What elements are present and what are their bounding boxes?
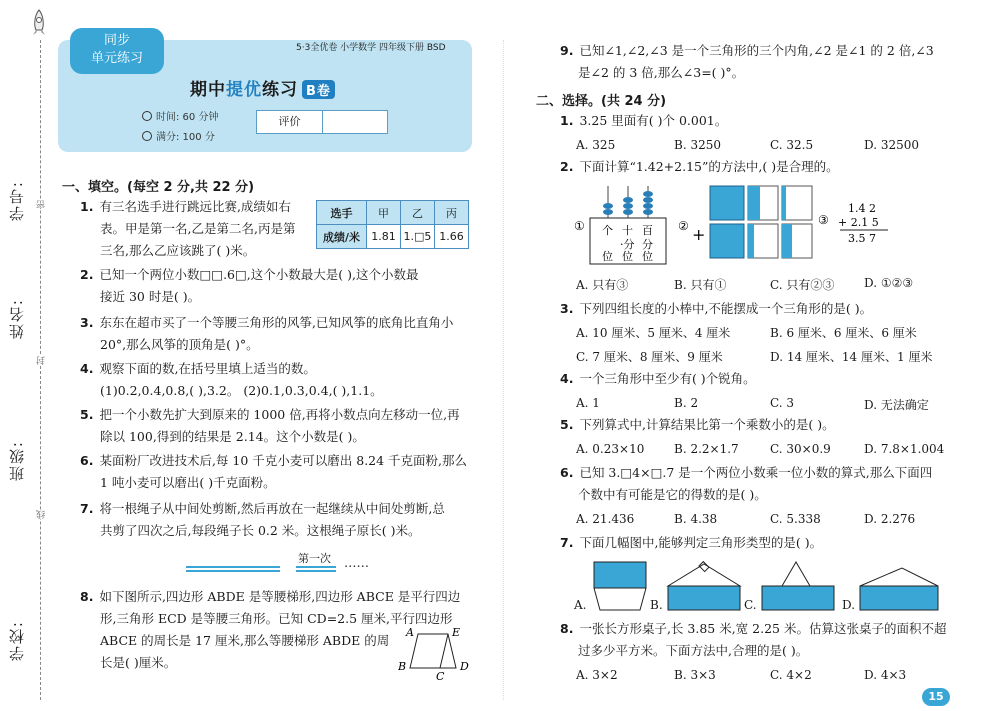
q-num: 5. <box>80 407 94 422</box>
option[interactable]: C. 3 <box>770 396 795 410</box>
q-num: 5. <box>560 417 574 432</box>
seal-mark: 密 <box>37 200 47 209</box>
title-part-b: 提优 <box>226 80 262 100</box>
option[interactable]: D. 14 厘米、14 厘米、1 厘米 <box>770 350 933 364</box>
option[interactable]: A. 21.436 <box>576 512 635 526</box>
q-text: 将一根绳子从中间处剪断,然后再放在一起继续从中间处剪断,总 <box>99 501 445 516</box>
q-text: 观察下面的数,在括号里填上适当的数。 <box>99 361 316 376</box>
option[interactable]: A. 只有③ <box>576 278 629 292</box>
option[interactable]: A. 0.23×10 <box>576 442 645 456</box>
q-text: 三名,那么乙应该跳了( )米。 <box>100 243 256 258</box>
table-header: 丙 <box>435 201 469 225</box>
q-text: 除以 100,得到的结果是 2.14。这个小数是( )。 <box>100 429 365 444</box>
table-header: 乙 <box>401 201 435 225</box>
q-num: 2. <box>80 267 94 282</box>
triangle-figure-d <box>858 560 940 612</box>
label-b: B <box>398 660 407 673</box>
q-num: 3. <box>560 301 574 316</box>
abacus-label: 十 <box>622 224 633 237</box>
trapezoid-figure <box>398 626 474 682</box>
label-e: E <box>452 626 461 639</box>
section-choice: 二、选择。(共 24 分) <box>536 94 667 109</box>
unit-practice-tab <box>70 28 164 74</box>
label-c: C <box>436 670 445 682</box>
q-text: 把一个小数先扩大到原来的 1000 倍,再将小数点向左移动一位,再 <box>99 407 460 422</box>
option[interactable]: D. 32500 <box>864 138 919 152</box>
option[interactable]: C. 4×2 <box>770 668 812 682</box>
option[interactable]: A. 1 <box>576 396 600 410</box>
q-text: 一张长方形桌子,长 3.85 米,宽 2.25 米。估算这张桌子的面积不超 <box>579 621 947 636</box>
school-label: 学校: <box>8 620 26 662</box>
series-text: 5·3全优卷 小学数学 四年级下册 BSD <box>296 43 446 53</box>
title-part-a: 期中 <box>190 80 226 100</box>
q-num: 1. <box>560 113 574 128</box>
question-6 <box>80 450 467 494</box>
q-text: 一个三角形中至少有( )个锐角。 <box>579 371 756 386</box>
question-1 <box>80 196 295 262</box>
rope-line-short <box>296 566 336 568</box>
option[interactable]: B. 2 <box>674 396 699 410</box>
question-3 <box>80 312 453 356</box>
q-num: 4. <box>560 371 574 386</box>
choice-4 <box>560 368 756 390</box>
q-text: 1 吨小麦可以磨出( )千克面粉。 <box>100 475 276 490</box>
label-d: D <box>460 660 469 673</box>
q-text: 某面粉厂改进技术后,每 10 千克小麦可以磨出 8.24 千克面粉,那么 <box>99 453 468 468</box>
q-num: 2. <box>560 159 574 174</box>
option[interactable]: D. ①②③ <box>864 276 914 290</box>
q-num: 3. <box>80 315 94 330</box>
abacus-label: 位 <box>622 250 633 263</box>
option[interactable]: C. 7 厘米、8 厘米、9 厘米 <box>576 350 723 364</box>
clock-icon <box>142 111 152 121</box>
q-text: 有三名选手进行跳远比赛,成绩如右 <box>99 199 291 214</box>
page-title <box>190 75 335 100</box>
option[interactable]: A. <box>574 598 587 612</box>
option[interactable]: A. 10 厘米、5 厘米、4 厘米 <box>576 326 731 340</box>
choice-7 <box>560 532 822 554</box>
choice-8 <box>560 618 946 662</box>
table-cell: 1.66 <box>435 225 469 249</box>
choice-2 <box>560 156 839 178</box>
q-text: ABCE 的周长是 17 厘米,那么等腰梯形 ABDE 的周 <box>100 633 390 648</box>
q-text: 接近 30 时是( )。 <box>100 289 201 304</box>
option[interactable]: D. <box>842 598 856 612</box>
choice-5 <box>560 414 835 436</box>
q-text: 已知 3.□4×□.7 是一个两位小数乘一位小数的算式,那么下面四 <box>579 465 933 480</box>
q-num: 6. <box>560 465 574 480</box>
option[interactable]: D. 4×3 <box>864 668 907 682</box>
q-num: 8. <box>560 621 574 636</box>
abacus-label: 分 <box>642 238 653 251</box>
option[interactable]: C. 5.338 <box>770 512 821 526</box>
abacus-figure <box>572 182 672 266</box>
class-label: 班级: <box>8 440 26 482</box>
time-text: 时间: 60 分钟 <box>156 112 219 123</box>
option[interactable]: C. 只有②③ <box>770 278 835 292</box>
rope-line-short <box>296 570 336 572</box>
tab-line-2: 单元练习 <box>90 51 143 66</box>
question-7 <box>80 498 445 542</box>
calc-line: + 2.1 5 <box>838 216 879 229</box>
question-5 <box>80 404 460 448</box>
option[interactable]: B. 4.38 <box>674 512 718 526</box>
circle-3: ③ <box>818 213 829 227</box>
student-id-label: 学号: <box>8 180 26 222</box>
q-num: 9. <box>560 43 574 58</box>
column-divider <box>503 40 504 700</box>
circle-2: ② <box>678 219 689 233</box>
q-text: 已知∠1,∠2,∠3 是一个三角形的三个内角,∠2 是∠1 的 2 倍,∠3 <box>579 43 934 58</box>
q-text: 下面几幅图中,能够判定三角形类型的是( )。 <box>579 535 823 550</box>
option[interactable]: C. 32.5 <box>770 138 814 152</box>
grid-blocks-figure <box>678 184 814 262</box>
circle-1: ① <box>574 219 585 233</box>
rocket-icon <box>28 8 50 38</box>
vertical-calc-figure <box>818 200 898 250</box>
q-text: 共剪了四次之后,每段绳子长 0.2 米。这根绳子原长( )米。 <box>100 523 421 538</box>
q-text: 表。甲是第一名,乙是第二名,丙是第 <box>100 221 296 236</box>
evaluation-label: 评价 <box>257 111 323 133</box>
option[interactable]: A. 325 <box>576 138 616 152</box>
q-text: 东东在超市买了一个等腰三角形的风筝,已知风筝的底角比直角小 <box>99 315 454 330</box>
choice-3 <box>560 298 872 320</box>
calc-line: 1.4 2 <box>848 202 876 215</box>
title-part-c: 练习 <box>262 80 298 100</box>
option[interactable]: B. <box>650 598 663 612</box>
q-text: 是∠2 的 3 倍,那么∠3=( )°。 <box>578 65 745 80</box>
feng-mark: 封 <box>37 356 47 365</box>
q-text: 长是( )厘米。 <box>100 655 177 670</box>
rope-line <box>186 566 280 568</box>
q-num: 7. <box>80 501 94 516</box>
evaluation-blank[interactable] <box>323 111 387 133</box>
table-header: 甲 <box>367 201 401 225</box>
option[interactable]: D. 7.8×1.004 <box>864 442 945 456</box>
q-text: 下面计算“1.42+2.15”的方法中,( )是合理的。 <box>579 159 839 174</box>
option[interactable]: D. 2.276 <box>864 512 916 526</box>
q-text: 下列算式中,计算结果比第一个乘数小的是( )。 <box>579 417 835 432</box>
rope-caption: 第一次 <box>298 552 331 565</box>
q-text: 20°,那么风筝的顶角是( )°。 <box>100 337 259 352</box>
q-num: 7. <box>560 535 574 550</box>
q-text: 形,三角形 ECD 是等腰三角形。已知 CD=2.5 厘米,平行四边形 <box>100 611 453 626</box>
table-cell: 1.81 <box>367 225 401 249</box>
table-header: 选手 <box>317 201 367 225</box>
q-num: 1. <box>80 199 94 214</box>
table-cell: 1.□5 <box>401 225 435 249</box>
q-num: 4. <box>80 361 94 376</box>
label-a: A <box>406 626 414 639</box>
option[interactable]: C. 30×0.9 <box>770 442 831 456</box>
option[interactable]: C. <box>744 598 757 612</box>
table-cell: 成绩/米 <box>317 225 367 249</box>
question-9 <box>560 40 934 84</box>
abacus-label: ·分 <box>620 238 635 251</box>
name-label: 姓名: <box>8 298 26 340</box>
q-text: 3.25 里面有( )个 0.001。 <box>579 113 728 128</box>
option[interactable]: B. 2.2×1.7 <box>674 442 739 456</box>
question-2 <box>80 264 419 308</box>
binding-margin <box>0 0 58 711</box>
q-text: 如下图所示,四边形 ABDE 是等腰梯形,四边形 ABCE 是平行四边 <box>99 589 461 604</box>
evaluation-box <box>256 110 388 134</box>
abacus-label: 位 <box>602 250 613 263</box>
q-text: 过多少平方米。下面方法中,合理的是( )。 <box>578 643 809 658</box>
choice-1 <box>560 110 727 132</box>
abacus-label: 百 <box>642 224 653 237</box>
score-info <box>142 128 215 143</box>
abacus-label: 位 <box>642 250 653 263</box>
page-number: 15 <box>922 688 950 706</box>
triangle-figure-c <box>760 560 836 612</box>
xian-mark: 线 <box>37 510 47 519</box>
rope-line <box>186 570 280 572</box>
abacus-label: 个 <box>602 224 613 237</box>
check-icon <box>142 131 152 141</box>
q-text: 下列四组长度的小棒中,不能摆成一个三角形的是( )。 <box>579 301 873 316</box>
option[interactable]: B. 只有① <box>674 278 727 292</box>
cut-line <box>40 40 41 700</box>
q-text: 已知一个两位小数□□.6□,这个小数最大是( ),这个小数最 <box>99 267 419 282</box>
score-text: 满分: 100 分 <box>156 132 215 143</box>
q-text: 个数中有可能是它的得数的是( )。 <box>578 487 767 502</box>
option[interactable]: B. 3×3 <box>674 668 716 682</box>
option[interactable]: B. 6 厘米、6 厘米、6 厘米 <box>770 326 917 340</box>
q-num: 8. <box>80 589 94 604</box>
option[interactable]: D. 无法确定 <box>864 398 929 412</box>
option[interactable]: A. 3×2 <box>576 668 618 682</box>
option[interactable]: B. 3250 <box>674 138 721 152</box>
triangle-figure-b <box>666 560 742 612</box>
choice-6 <box>560 462 932 506</box>
triangle-figure-a <box>592 560 648 612</box>
question-4 <box>80 358 383 402</box>
plus-sign: + <box>692 225 706 244</box>
score-table <box>316 200 469 249</box>
calc-line: 3.5 7 <box>848 232 876 245</box>
q-num: 6. <box>80 453 94 468</box>
tab-line-1: 同步 <box>103 33 130 48</box>
rope-dots: …… <box>344 555 369 570</box>
section-fill-blank: 一、填空。(每空 2 分,共 22 分) <box>62 180 255 195</box>
q-text: (1)0.2,0.4,0.8,( ),3.2。 (2)0.1,0.3,0.4,( ),1.1。 <box>100 383 383 398</box>
version-badge: B卷 <box>302 80 335 99</box>
time-info <box>142 108 218 123</box>
